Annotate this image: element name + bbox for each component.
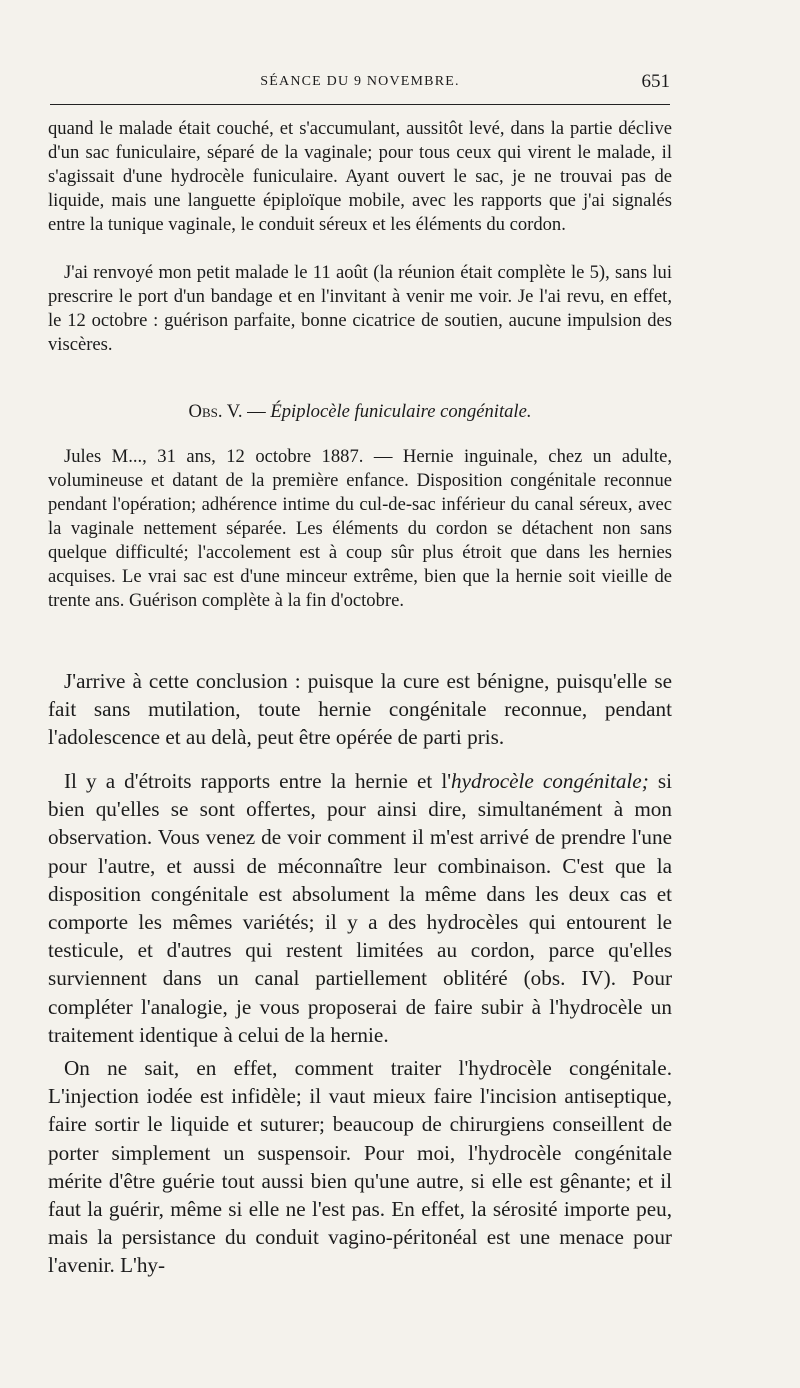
header-rule [50, 104, 670, 105]
paragraph-3 [48, 445, 672, 613]
paragraph-5-part-a: Il y a d'étroits rapports entre la hernie et l' [64, 769, 452, 793]
observation-label: Obs. V. — [188, 401, 266, 422]
observation-title: Épiplocèle funiculaire congénitale. [270, 401, 532, 422]
paragraph-2 [48, 261, 672, 357]
running-title: SÉANCE DU 9 NOVEMBRE. [260, 74, 460, 89]
paragraph-1-text: quand le malade était couché, et s'accumulant, aussitôt levé, dans la partie déclive d'un sac funiculaire, séparé de la vaginale; pour tous ceux qui virent le malade, il s'agissait d'une hydrocèle funiculaire. Ayant ouvert le sac, je ne trouvai pas de liquide, mais une languette épiploïque mobile, avec les rapports que j'ai signalés entre la tunique vaginale, le conduit séreux et les éléments du cordon. [48, 118, 672, 235]
paragraph-4-text: J'arrive à cette conclusion : puisque la cure est bénigne, puisqu'elle se fait sans mutilation, toute hernie congénitale reconnue, pendant l'adolescence et au delà, peut être opérée de parti pris. [48, 669, 672, 750]
paragraph-3-text: Jules M..., 31 ans, 12 octobre 1887. — Hernie inguinale, chez un adulte, volumineuse et datant de la première enfance. Disposition congénitale reconnue pendant l'opération; adhérence intime du cul-de-sac inférieur du canal séreux, avec la vaginale nettement séparée. Les éléments du cordon se détachent non sans quelque difficulté; l'accolement est à coup sûr plus étroit que dans les hernies acquises. Le vrai sac est d'une minceur extrême, bien que la hernie soit vieille de trente ans. Guérison complète à la fin d'octobre. [48, 446, 672, 611]
paragraph-5-part-b: si bien qu'elles se sont offertes, pour ainsi dire, simultanément à mon observation. Vous venez de voir comment il m'est arrivé de prendre l'une pour l'autre, et aussi de méconnaître leur combinaison. C'est que la disposition congénitale est absolument la même dans les deux cas et comporte les mêmes variétés; il y a des hydrocèles qui entourent le testicule, et d'autres qui restent limitées au cordon, parce qu'elles surviennent dans un canal partiellement oblitéré (obs. IV). Pour compléter l'analogie, je vous proposerai de faire subir à l'hydrocèle un traitement identique à celui de la hernie. [48, 769, 672, 1047]
paragraph-4 [48, 667, 672, 752]
paragraph-2-text: J'ai renvoyé mon petit malade le 11 août (la réunion était complète le 5), sans lui prescrire le port d'un bandage et en l'invitant à venir me voir. Je l'ai revu, en effet, le 12 octobre : guérison parfaite, bonne cicatrice de soutien, aucune impulsion des viscères. [48, 262, 672, 355]
paragraph-1 [48, 117, 672, 237]
paragraph-5 [48, 767, 672, 1049]
paragraph-5-emphasis: hydrocèle congénitale; [451, 769, 649, 793]
paragraph-6 [48, 1054, 672, 1280]
paragraph-5-text [48, 767, 672, 1049]
page-number: 651 [641, 71, 670, 92]
observation-heading [48, 400, 672, 424]
paragraph-6-text: On ne sait, en effet, comment traiter l'hydrocèle congénitale. L'injection iodée est infidèle; il vaut mieux faire l'incision antiseptique, faire sortir le liquide et suturer; beaucoup de chirurgiens conseillent de porter simplement un suspensoir. Pour moi, l'hydrocèle congénitale mérite d'être guérie tout aussi bien qu'une autre, si elle est gênante; et il faut la guérir, même si elle ne l'est pas. En effet, la sérosité importe peu, mais la persistance du conduit vagino-péritonéal est une menace pour l'avenir. L'hy- [48, 1056, 672, 1278]
page-header [48, 71, 672, 100]
